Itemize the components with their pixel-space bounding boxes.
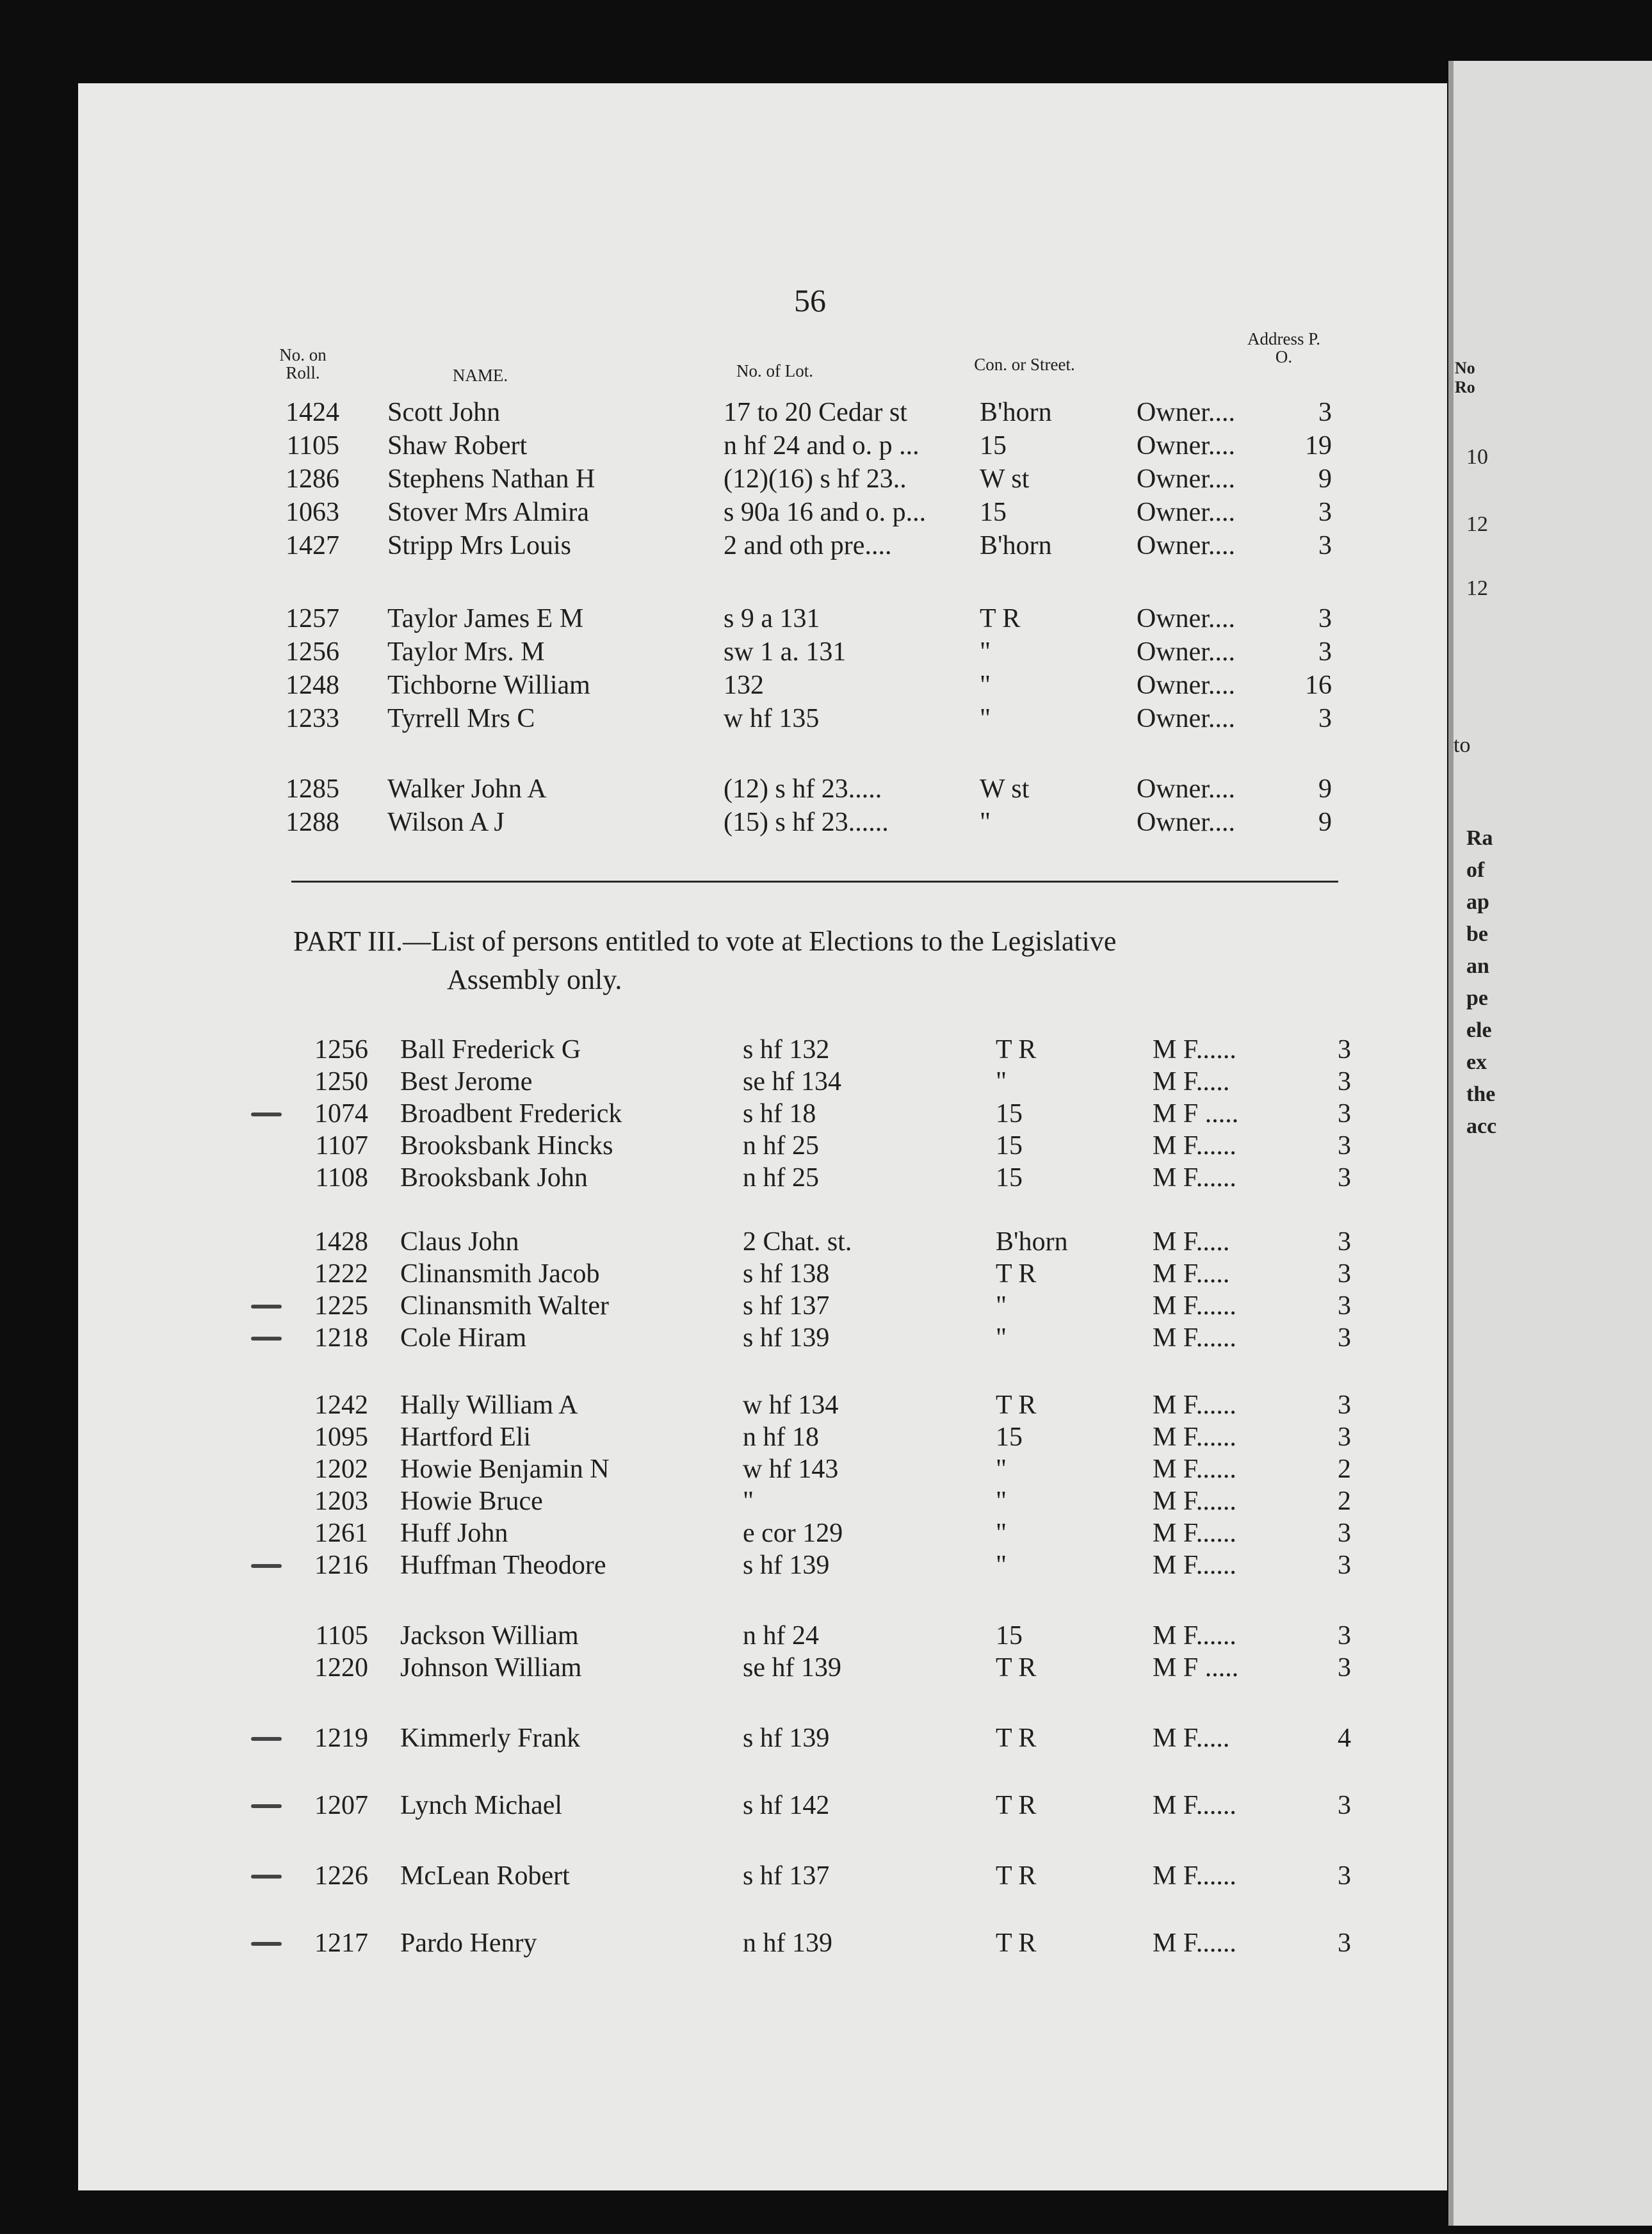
edge-fragment: to xyxy=(1454,733,1471,757)
post-office-code: 3 xyxy=(1318,604,1332,633)
page-number: 56 xyxy=(794,282,826,318)
lot-number: n hf 24 and o. p ... xyxy=(724,431,919,461)
address: M F...... xyxy=(1153,1455,1236,1484)
table-row xyxy=(0,1162,1652,1193)
header-no-on-roll: No. on Roll. xyxy=(279,345,327,382)
voter-name: Huffman Theodore xyxy=(400,1551,606,1580)
roll-number: 1107 xyxy=(315,1131,368,1161)
post-office-code: 9 xyxy=(1318,808,1332,837)
con-or-street: " xyxy=(980,637,991,667)
post-office-code: 3 xyxy=(1338,1227,1351,1257)
con-or-street: " xyxy=(996,1291,1007,1321)
con-or-street: 15 xyxy=(996,1131,1023,1161)
address: M F...... xyxy=(1153,1035,1236,1064)
voter-name: Broadbent Frederick xyxy=(400,1099,622,1129)
pencil-mark xyxy=(251,1875,282,1879)
roll-number: 1286 xyxy=(286,464,339,494)
lot-number: se hf 134 xyxy=(743,1067,841,1097)
voter-name: Howie Benjamin N xyxy=(400,1455,610,1484)
post-office-code: 3 xyxy=(1338,1928,1351,1958)
con-or-street: " xyxy=(996,1551,1007,1580)
address: M F ..... xyxy=(1153,1653,1239,1683)
address: M F...... xyxy=(1153,1487,1236,1516)
con-or-street: 15 xyxy=(980,431,1007,461)
con-or-street: T R xyxy=(996,1928,1037,1958)
con-or-street: 15 xyxy=(980,498,1007,527)
con-or-street: B'horn xyxy=(996,1227,1068,1257)
table-row xyxy=(0,774,1652,804)
post-office-code: 3 xyxy=(1338,1099,1351,1129)
table-row xyxy=(0,1620,1652,1651)
post-office-code: 3 xyxy=(1318,498,1332,527)
table-row xyxy=(0,1422,1652,1453)
roll-number: 1428 xyxy=(314,1227,368,1257)
table-row xyxy=(0,1723,1652,1754)
lot-number: n hf 24 xyxy=(743,1621,819,1651)
post-office-code: 3 xyxy=(1338,1291,1351,1321)
section-divider xyxy=(291,881,1338,883)
roll-number: 1216 xyxy=(314,1551,368,1580)
con-or-street: T R xyxy=(996,1259,1037,1289)
roll-number: 1202 xyxy=(314,1455,368,1484)
table-row xyxy=(0,397,1652,428)
part3-heading-line2: Assembly only. xyxy=(447,964,622,995)
voter-name: Tichborne William xyxy=(387,671,590,700)
voter-name: Walker John A xyxy=(387,774,547,804)
edge-fragment: of xyxy=(1466,858,1485,882)
voter-name: Clinansmith Jacob xyxy=(400,1259,600,1289)
address: Owner.... xyxy=(1137,808,1235,837)
roll-number: 1218 xyxy=(314,1323,368,1353)
header-con-or-street: Con. or Street. xyxy=(974,355,1075,374)
lot-number: (12)(16) s hf 23.. xyxy=(724,464,907,494)
con-or-street: " xyxy=(996,1455,1007,1484)
edge-fragment: acc xyxy=(1466,1114,1497,1138)
table-row xyxy=(0,497,1652,528)
voter-name: Best Jerome xyxy=(400,1067,533,1097)
con-or-street: T R xyxy=(996,1724,1037,1753)
post-office-code: 3 xyxy=(1338,1861,1351,1891)
lot-number: s 9 a 131 xyxy=(724,604,820,633)
lot-number: s hf 142 xyxy=(743,1791,830,1820)
address: Owner.... xyxy=(1137,431,1235,461)
post-office-code: 16 xyxy=(1305,671,1332,700)
post-office-code: 2 xyxy=(1338,1487,1351,1516)
table-row xyxy=(0,1323,1652,1353)
post-office-code: 3 xyxy=(1318,704,1332,733)
table-row xyxy=(0,1066,1652,1097)
edge-fragment: pe xyxy=(1466,986,1488,1010)
lot-number: n hf 18 xyxy=(743,1423,819,1452)
lot-number: (12) s hf 23..... xyxy=(724,774,882,804)
post-office-code: 3 xyxy=(1338,1519,1351,1548)
roll-number: 1222 xyxy=(314,1259,368,1289)
roll-number: 1285 xyxy=(286,774,339,804)
table-row xyxy=(0,1790,1652,1821)
con-or-street: T R xyxy=(996,1791,1037,1820)
roll-number: 1105 xyxy=(315,1621,368,1651)
con-or-street: 15 xyxy=(996,1099,1023,1129)
post-office-code: 3 xyxy=(1338,1131,1351,1161)
post-office-code: 9 xyxy=(1318,464,1332,494)
roll-number: 1203 xyxy=(314,1487,368,1516)
lot-number: se hf 139 xyxy=(743,1653,841,1683)
con-or-street: W st xyxy=(980,774,1030,804)
roll-number: 1256 xyxy=(286,637,339,667)
edge-fragment: 12 xyxy=(1466,512,1488,536)
con-or-street: 15 xyxy=(996,1621,1023,1651)
lot-number: s 90a 16 and o. p... xyxy=(724,498,927,527)
address: M F..... xyxy=(1153,1724,1230,1753)
address: Owner.... xyxy=(1137,398,1235,427)
part3-heading xyxy=(293,922,1343,999)
voter-name: Stover Mrs Almira xyxy=(387,498,589,527)
voter-name: Tyrrell Mrs C xyxy=(387,704,535,733)
voter-name: Claus John xyxy=(400,1227,519,1257)
roll-number: 1226 xyxy=(314,1861,368,1891)
roll-number: 1220 xyxy=(314,1653,368,1683)
table-row xyxy=(0,430,1652,461)
lot-number: n hf 25 xyxy=(743,1131,819,1161)
con-or-street: " xyxy=(996,1487,1007,1516)
header-name: NAME. xyxy=(452,366,508,385)
post-office-code: 3 xyxy=(1338,1067,1351,1097)
voter-name: Stripp Mrs Louis xyxy=(387,531,572,560)
post-office-code: 3 xyxy=(1338,1163,1351,1193)
edge-fragment: ex xyxy=(1466,1050,1487,1074)
address: Owner.... xyxy=(1137,704,1235,733)
address: M F...... xyxy=(1153,1861,1236,1891)
con-or-street: 15 xyxy=(996,1423,1023,1452)
table-row xyxy=(0,1227,1652,1257)
voter-name: Hartford Eli xyxy=(400,1423,531,1452)
post-office-code: 2 xyxy=(1338,1455,1351,1484)
part3-heading-line1: PART III.—List of persons entitled to vote at Elections to the Legislative xyxy=(293,925,1117,957)
lot-number: w hf 143 xyxy=(743,1455,839,1484)
roll-number: 1248 xyxy=(286,671,339,700)
lot-number: (15) s hf 23...... xyxy=(724,808,889,837)
con-or-street: " xyxy=(980,704,991,733)
address: M F...... xyxy=(1153,1423,1236,1452)
address: M F...... xyxy=(1153,1519,1236,1548)
address: Owner.... xyxy=(1137,604,1235,633)
roll-number: 1256 xyxy=(314,1035,368,1064)
con-or-street: " xyxy=(996,1323,1007,1353)
address: M F...... xyxy=(1153,1131,1236,1161)
table-row xyxy=(0,1550,1652,1581)
roll-number: 1074 xyxy=(314,1099,368,1129)
post-office-code: 3 xyxy=(1338,1653,1351,1683)
lot-number: sw 1 a. 131 xyxy=(724,637,846,667)
voter-name: Clinansmith Walter xyxy=(400,1291,609,1321)
lot-number: 17 to 20 Cedar st xyxy=(724,398,907,427)
lot-number: s hf 137 xyxy=(743,1291,830,1321)
post-office-code: 3 xyxy=(1318,398,1332,427)
pencil-mark xyxy=(251,1305,282,1309)
voter-name: Ball Frederick G xyxy=(400,1035,581,1064)
con-or-street: B'horn xyxy=(980,531,1052,560)
post-office-code: 4 xyxy=(1338,1724,1351,1753)
pencil-mark xyxy=(251,1113,282,1116)
edge-fragment: Ro xyxy=(1455,378,1475,396)
table-row xyxy=(0,1861,1652,1891)
table-row xyxy=(0,807,1652,838)
pencil-mark xyxy=(251,1564,282,1568)
edge-fragment: Ra xyxy=(1466,826,1493,850)
voter-name: McLean Robert xyxy=(400,1861,570,1891)
lot-number: 2 Chat. st. xyxy=(743,1227,852,1257)
address: M F...... xyxy=(1153,1390,1236,1420)
voter-name: Scott John xyxy=(387,398,501,427)
lot-number: s hf 18 xyxy=(743,1099,816,1129)
con-or-street: " xyxy=(980,671,991,700)
address: M F..... xyxy=(1153,1067,1230,1097)
voter-name: Cole Hiram xyxy=(400,1323,527,1353)
pencil-mark xyxy=(251,1337,282,1341)
con-or-street: B'horn xyxy=(980,398,1052,427)
edge-fragment: an xyxy=(1466,954,1489,978)
address: M F...... xyxy=(1153,1791,1236,1820)
roll-number: 1225 xyxy=(314,1291,368,1321)
lot-number: e cor 129 xyxy=(743,1519,843,1548)
address: M F ..... xyxy=(1153,1099,1239,1129)
voter-name: Brooksbank Hincks xyxy=(400,1131,613,1161)
pencil-mark xyxy=(251,1737,282,1741)
post-office-code: 3 xyxy=(1338,1259,1351,1289)
pencil-mark xyxy=(251,1942,282,1946)
con-or-street: 15 xyxy=(996,1163,1023,1193)
lot-number: s hf 132 xyxy=(743,1035,830,1064)
edge-fragment: No xyxy=(1455,359,1475,377)
edge-fragment: ele xyxy=(1466,1018,1492,1042)
con-or-street: " xyxy=(996,1067,1007,1097)
address: M F...... xyxy=(1153,1551,1236,1580)
lot-number: w hf 135 xyxy=(724,704,820,733)
con-or-street: T R xyxy=(996,1390,1037,1420)
table-row xyxy=(0,603,1652,634)
lot-number: 132 xyxy=(724,671,764,700)
roll-number: 1207 xyxy=(314,1791,368,1820)
con-or-street: " xyxy=(996,1519,1007,1548)
voter-name: Brooksbank John xyxy=(400,1163,588,1193)
table-row xyxy=(0,1098,1652,1129)
table-row xyxy=(0,1291,1652,1321)
lot-number: s hf 138 xyxy=(743,1259,830,1289)
address: Owner.... xyxy=(1137,531,1235,560)
table-row xyxy=(0,1454,1652,1485)
voter-name: Hally William A xyxy=(400,1390,578,1420)
table-row xyxy=(0,1518,1652,1549)
voter-name: Taylor Mrs. M xyxy=(387,637,545,667)
roll-number: 1250 xyxy=(314,1067,368,1097)
con-or-street: T R xyxy=(980,604,1021,633)
edge-fragment: 12 xyxy=(1466,576,1488,600)
post-office-code: 3 xyxy=(1338,1551,1351,1580)
address: M F...... xyxy=(1153,1621,1236,1651)
table-row xyxy=(0,1259,1652,1289)
lot-number: s hf 139 xyxy=(743,1551,830,1580)
lot-number: n hf 25 xyxy=(743,1163,819,1193)
voter-name: Jackson William xyxy=(400,1621,579,1651)
post-office-code: 3 xyxy=(1318,531,1332,560)
con-or-street: T R xyxy=(996,1035,1037,1064)
roll-number: 1233 xyxy=(286,704,339,733)
con-or-street: T R xyxy=(996,1861,1037,1891)
address: M F...... xyxy=(1153,1323,1236,1353)
post-office-code: 3 xyxy=(1338,1390,1351,1420)
roll-number: 1219 xyxy=(314,1724,368,1753)
address: Owner.... xyxy=(1137,637,1235,667)
edge-fragment: the xyxy=(1466,1082,1496,1106)
voter-name: Stephens Nathan H xyxy=(387,464,595,494)
table-row xyxy=(0,637,1652,667)
roll-number: 1288 xyxy=(286,808,339,837)
voter-name: Taylor James E M xyxy=(387,604,584,633)
header-no-of-lot: No. of Lot. xyxy=(736,361,813,380)
roll-number: 1427 xyxy=(286,531,339,560)
post-office-code: 3 xyxy=(1338,1323,1351,1353)
roll-number: 1095 xyxy=(314,1423,368,1452)
roll-number: 1105 xyxy=(286,431,339,461)
roll-number: 1063 xyxy=(286,498,339,527)
table-row xyxy=(0,703,1652,734)
post-office-code: 3 xyxy=(1338,1621,1351,1651)
address: Owner.... xyxy=(1137,498,1235,527)
address: Owner.... xyxy=(1137,671,1235,700)
lot-number: w hf 134 xyxy=(743,1390,839,1420)
post-office-code: 9 xyxy=(1318,774,1332,804)
table-row xyxy=(0,464,1652,494)
voter-name: Johnson William xyxy=(400,1653,582,1683)
header-address: Address P. O. xyxy=(1247,329,1320,366)
address: M F..... xyxy=(1153,1227,1230,1257)
table-row xyxy=(0,1390,1652,1421)
post-office-code: 3 xyxy=(1338,1423,1351,1452)
address: M F...... xyxy=(1153,1291,1236,1321)
edge-fragment: 10 xyxy=(1466,445,1488,469)
roll-number: 1261 xyxy=(314,1519,368,1548)
roll-number: 1257 xyxy=(286,604,339,633)
lot-number: n hf 139 xyxy=(743,1928,832,1958)
post-office-code: 3 xyxy=(1338,1035,1351,1064)
table-row xyxy=(0,1928,1652,1959)
roll-number: 1217 xyxy=(314,1928,368,1958)
voter-name: Shaw Robert xyxy=(387,431,528,461)
lot-number: s hf 137 xyxy=(743,1861,830,1891)
table-row xyxy=(0,670,1652,701)
voter-name: Howie Bruce xyxy=(400,1487,543,1516)
post-office-code: 3 xyxy=(1338,1791,1351,1820)
post-office-code: 19 xyxy=(1305,431,1332,461)
address: M F...... xyxy=(1153,1163,1236,1193)
lot-number: 2 and oth pre.... xyxy=(724,531,892,560)
lot-number: s hf 139 xyxy=(743,1323,830,1353)
con-or-street: W st xyxy=(980,464,1030,494)
voter-name: Huff John xyxy=(400,1519,508,1548)
voter-name: Kimmerly Frank xyxy=(400,1724,581,1753)
address: Owner.... xyxy=(1137,774,1235,804)
table-row xyxy=(0,1130,1652,1161)
roll-number: 1424 xyxy=(286,398,339,427)
post-office-code: 3 xyxy=(1318,637,1332,667)
voter-name: Pardo Henry xyxy=(400,1928,537,1958)
address: M F...... xyxy=(1153,1928,1236,1958)
address: M F..... xyxy=(1153,1259,1230,1289)
address: Owner.... xyxy=(1137,464,1235,494)
edge-fragment: be xyxy=(1466,922,1488,946)
con-or-street: T R xyxy=(996,1653,1037,1683)
lot-number: s hf 139 xyxy=(743,1724,830,1753)
table-row xyxy=(0,1034,1652,1065)
table-row xyxy=(0,1652,1652,1683)
lot-number: " xyxy=(743,1487,754,1516)
voter-name: Wilson A J xyxy=(387,808,505,837)
edge-fragment: ap xyxy=(1466,890,1489,914)
con-or-street: " xyxy=(980,808,991,837)
roll-number: 1242 xyxy=(314,1390,368,1420)
table-row xyxy=(0,1486,1652,1517)
table-row xyxy=(0,530,1652,561)
voter-name: Lynch Michael xyxy=(400,1791,563,1820)
pencil-mark xyxy=(251,1804,282,1808)
roll-number: 1108 xyxy=(315,1163,368,1193)
